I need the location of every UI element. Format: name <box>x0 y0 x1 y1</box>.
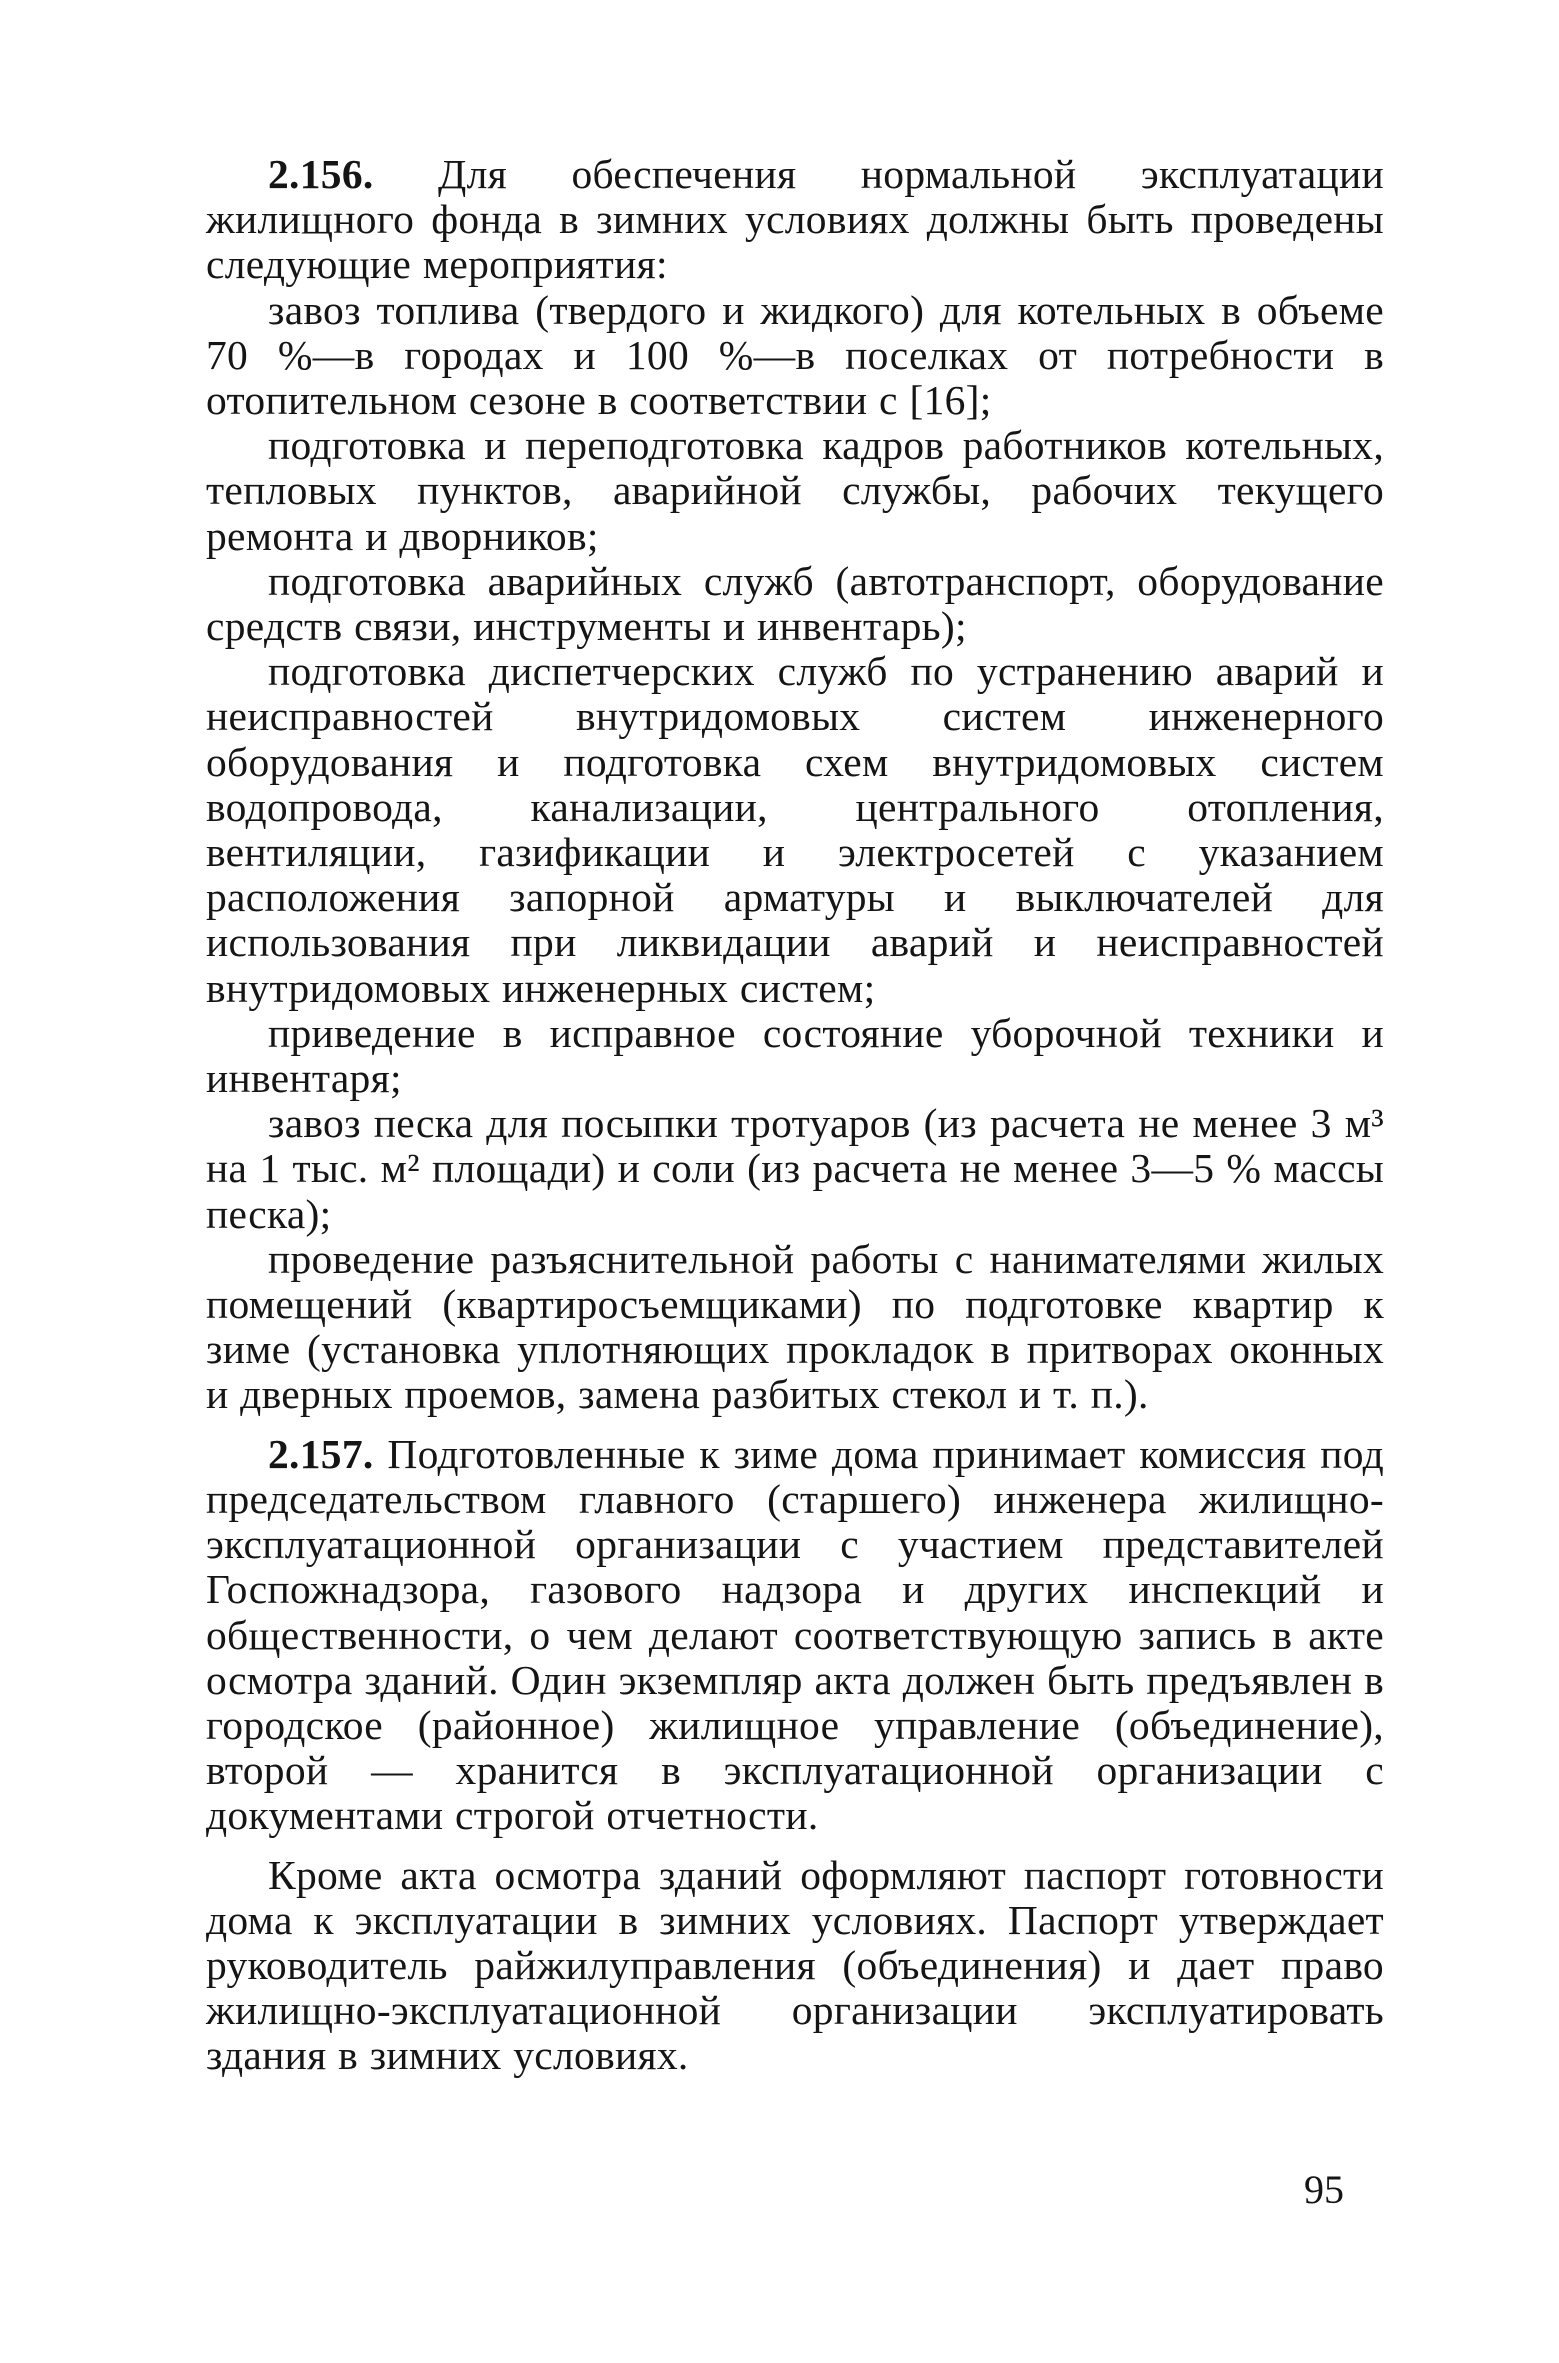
page-number: 95 <box>1304 2167 1344 2212</box>
section-number-2-156: 2.156. <box>268 151 374 197</box>
list-item-emergency-services: подготовка аварийных служб (автотранспорт, оборудование средств связи, инструменты и инвентарь); <box>206 557 1384 650</box>
paragraph-2-157 <box>206 1432 1384 1839</box>
page-body <box>206 152 1384 2079</box>
section-2-156-intro-text: Для обеспечения нормальной эксплуатации жилищного фонда в зимних условиях должны быть проведены следующие мероприятия: <box>206 151 1384 288</box>
paragraph-closing: Кроме акта осмотра зданий оформляют паспорт готовности дома к эксплуатации в зимних условиях. Паспорт утверждает руководитель райжилуправления (объединения) и дает право жилищно-эксплуатационной организации эксплуатировать здания в зимних условиях. <box>206 1851 1384 2079</box>
list-item-sand-salt: завоз песка для посыпки тротуаров (из расчета не менее 3 м³ на 1 тыс. м² площади) и соли (из расчета не менее 3—5 % массы песка); <box>206 1100 1384 1237</box>
list-item-staff-training: подготовка и переподготовка кадров работников котельных, тепловых пунктов, аварийной службы, рабочих текущего ремонта и дворников; <box>206 422 1384 559</box>
list-item-tenant-outreach: проведение разъяснительной работы с нанимателями жилых помещений (квартиросъемщиками) по подготовке квартир к зиме (установка уплотняющих прокладок в притворах оконных и дверных проемов, замена разбитых стекол и т. п.). <box>206 1235 1384 1418</box>
list-item-dispatch-services: подготовка диспетчерских служб по устранению аварий и неисправностей внутридомовых систем инженерного оборудования и подготовка схем внутридомовых систем водопровода, канализации, центрального отопления, вентиляции, газификации и электросетей с указанием расположения запорной арматуры и выключателей для использования при ликвидации аварий и неисправностей внутридомовых инженерных систем; <box>206 648 1384 1011</box>
section-number-2-157: 2.157. <box>268 1430 374 1477</box>
list-item-fuel: завоз топлива (твердого и жидкого) для котельных в объеме 70 %—в городах и 100 %—в поселках от потребности в отопительном сезоне в соответствии с [16]; <box>206 286 1384 424</box>
section-2-157-text: Подготовленные к зиме дома принимает комиссия под председательством главного (старшего) инженера жилищно-эксплуатационной организации с участием представителей Госпожнадзора, газового надзора и других инспекций и общественности, о чем делают соответствующую запись в акте осмотра зданий. Один экземпляр акта должен быть предъявлен в городское (районное) жилищное управление (объединение), второй — хранится в эксплуатационной организации с документами строгой отчетности. <box>206 1430 1384 1839</box>
paragraph-2-156-intro <box>206 152 1384 288</box>
list-item-cleaning-equipment: приведение в исправное состояние уборочной техники и инвентаря; <box>206 1009 1384 1102</box>
